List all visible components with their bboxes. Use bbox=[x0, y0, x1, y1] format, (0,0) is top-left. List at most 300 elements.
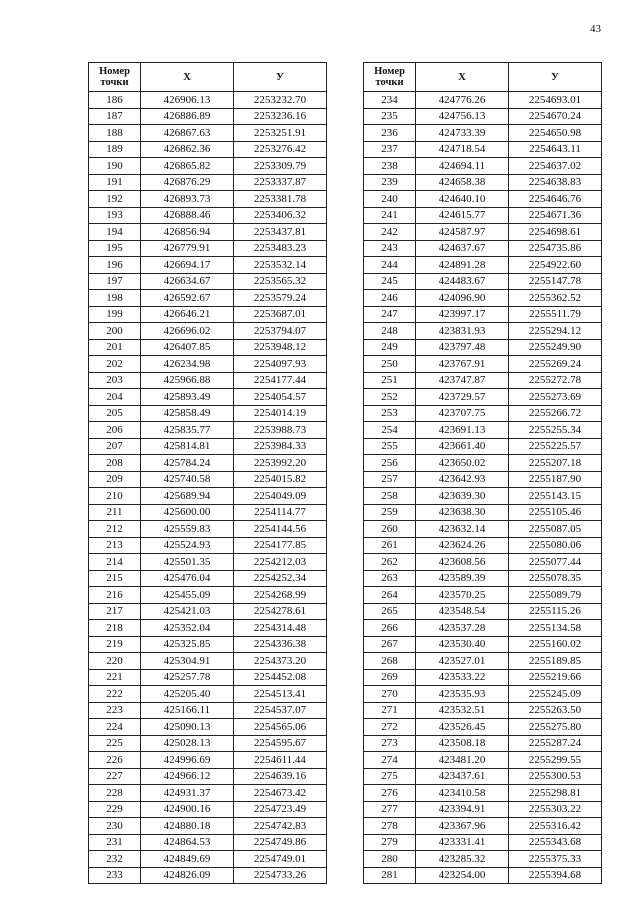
cell-y: 2254723.49 bbox=[234, 801, 327, 818]
table-row bbox=[364, 554, 602, 571]
cell-x: 424900.16 bbox=[141, 801, 234, 818]
cell-x: 423729.57 bbox=[416, 389, 509, 406]
cell-point-number: 241 bbox=[364, 207, 416, 224]
cell-point-number: 192 bbox=[89, 191, 141, 208]
cell-y: 2254639.16 bbox=[234, 768, 327, 785]
cell-x: 424718.54 bbox=[416, 141, 509, 158]
cell-y: 2255207.18 bbox=[509, 455, 602, 472]
table-row bbox=[364, 158, 602, 175]
table-row bbox=[364, 521, 602, 538]
table-row bbox=[364, 422, 602, 439]
coordinates-table-left bbox=[88, 62, 327, 884]
table-row bbox=[89, 851, 327, 868]
cell-point-number: 206 bbox=[89, 422, 141, 439]
cell-y: 2255077.44 bbox=[509, 554, 602, 571]
table-row bbox=[364, 603, 602, 620]
table-row bbox=[364, 323, 602, 340]
cell-y: 2254693.01 bbox=[509, 92, 602, 109]
cell-point-number: 239 bbox=[364, 174, 416, 191]
cell-x: 426888.46 bbox=[141, 207, 234, 224]
cell-x: 423367.96 bbox=[416, 818, 509, 835]
table-row bbox=[364, 141, 602, 158]
cell-point-number: 245 bbox=[364, 273, 416, 290]
table-row bbox=[364, 801, 602, 818]
cell-y: 2254611.44 bbox=[234, 752, 327, 769]
table-row bbox=[89, 636, 327, 653]
cell-point-number: 199 bbox=[89, 306, 141, 323]
table-row bbox=[89, 735, 327, 752]
cell-y: 2255298.81 bbox=[509, 785, 602, 802]
cell-y: 2253948.12 bbox=[234, 339, 327, 356]
table-row bbox=[89, 603, 327, 620]
cell-y: 2255266.72 bbox=[509, 405, 602, 422]
table-body-right bbox=[364, 92, 602, 884]
cell-x: 425740.58 bbox=[141, 471, 234, 488]
table-row bbox=[364, 834, 602, 851]
cell-point-number: 202 bbox=[89, 356, 141, 373]
cell-point-number: 223 bbox=[89, 702, 141, 719]
cell-y: 2255299.55 bbox=[509, 752, 602, 769]
table-row bbox=[89, 92, 327, 109]
table-row bbox=[364, 207, 602, 224]
cell-x: 423530.40 bbox=[416, 636, 509, 653]
cell-point-number: 236 bbox=[364, 125, 416, 142]
cell-y: 2254749.86 bbox=[234, 834, 327, 851]
cell-y: 2255263.50 bbox=[509, 702, 602, 719]
cell-point-number: 281 bbox=[364, 867, 416, 884]
cell-y: 2254177.44 bbox=[234, 372, 327, 389]
cell-y: 2255394.68 bbox=[509, 867, 602, 884]
cell-point-number: 187 bbox=[89, 108, 141, 125]
table-row bbox=[89, 702, 327, 719]
cell-x: 423285.32 bbox=[416, 851, 509, 868]
cell-y: 2255143.15 bbox=[509, 488, 602, 505]
cell-point-number: 231 bbox=[89, 834, 141, 851]
cell-x: 426592.67 bbox=[141, 290, 234, 307]
cell-x: 423589.39 bbox=[416, 570, 509, 587]
cell-y: 2254735.86 bbox=[509, 240, 602, 257]
table-row bbox=[89, 686, 327, 703]
cell-point-number: 233 bbox=[89, 867, 141, 884]
cell-x: 425858.49 bbox=[141, 405, 234, 422]
cell-y: 2253381.78 bbox=[234, 191, 327, 208]
cell-point-number: 186 bbox=[89, 92, 141, 109]
table-row bbox=[89, 125, 327, 142]
header-number-line2: точки bbox=[375, 77, 404, 88]
table-row bbox=[364, 372, 602, 389]
cell-x: 425304.91 bbox=[141, 653, 234, 670]
table-row bbox=[89, 438, 327, 455]
cell-y: 2253565.32 bbox=[234, 273, 327, 290]
table-row bbox=[89, 422, 327, 439]
cell-y: 2254336.38 bbox=[234, 636, 327, 653]
cell-x: 423767.91 bbox=[416, 356, 509, 373]
cell-y: 2255316.42 bbox=[509, 818, 602, 835]
cell-x: 424733.39 bbox=[416, 125, 509, 142]
table-row bbox=[89, 405, 327, 422]
cell-x: 424096.90 bbox=[416, 290, 509, 307]
cell-x: 423537.28 bbox=[416, 620, 509, 637]
cell-x: 423533.22 bbox=[416, 669, 509, 686]
cell-y: 2255294.12 bbox=[509, 323, 602, 340]
cell-point-number: 222 bbox=[89, 686, 141, 703]
header-y: У bbox=[234, 63, 327, 92]
cell-x: 423410.58 bbox=[416, 785, 509, 802]
cell-y: 2254373.20 bbox=[234, 653, 327, 670]
cell-y: 2255255.34 bbox=[509, 422, 602, 439]
cell-point-number: 261 bbox=[364, 537, 416, 554]
cell-x: 424640.10 bbox=[416, 191, 509, 208]
table-row bbox=[89, 306, 327, 323]
cell-point-number: 194 bbox=[89, 224, 141, 241]
cell-y: 2255245.09 bbox=[509, 686, 602, 703]
cell-point-number: 264 bbox=[364, 587, 416, 604]
table-row bbox=[89, 768, 327, 785]
cell-point-number: 250 bbox=[364, 356, 416, 373]
cell-x: 424880.18 bbox=[141, 818, 234, 835]
table-row bbox=[364, 636, 602, 653]
cell-x: 425476.04 bbox=[141, 570, 234, 587]
cell-x: 424849.69 bbox=[141, 851, 234, 868]
table-row bbox=[89, 455, 327, 472]
cell-y: 2254638.83 bbox=[509, 174, 602, 191]
table-row bbox=[364, 818, 602, 835]
cell-x: 423254.00 bbox=[416, 867, 509, 884]
cell-x: 423437.61 bbox=[416, 768, 509, 785]
cell-y: 2254278.61 bbox=[234, 603, 327, 620]
cell-y: 2254637.02 bbox=[509, 158, 602, 175]
cell-x: 426862.36 bbox=[141, 141, 234, 158]
cell-x: 424864.53 bbox=[141, 834, 234, 851]
cell-y: 2254268.99 bbox=[234, 587, 327, 604]
cell-x: 425028.13 bbox=[141, 735, 234, 752]
table-row bbox=[364, 240, 602, 257]
cell-point-number: 270 bbox=[364, 686, 416, 703]
table-row bbox=[364, 768, 602, 785]
cell-x: 425835.77 bbox=[141, 422, 234, 439]
cell-x: 426856.94 bbox=[141, 224, 234, 241]
cell-y: 2254314.48 bbox=[234, 620, 327, 637]
cell-y: 2255303.22 bbox=[509, 801, 602, 818]
cell-y: 2255105.46 bbox=[509, 504, 602, 521]
cell-x: 423638.30 bbox=[416, 504, 509, 521]
cell-x: 423527.01 bbox=[416, 653, 509, 670]
cell-x: 423707.75 bbox=[416, 405, 509, 422]
table-row bbox=[364, 488, 602, 505]
cell-y: 2253309.79 bbox=[234, 158, 327, 175]
table-header-row bbox=[364, 63, 602, 92]
cell-y: 2253236.16 bbox=[234, 108, 327, 125]
cell-x: 425784.24 bbox=[141, 455, 234, 472]
cell-x: 423632.14 bbox=[416, 521, 509, 538]
cell-point-number: 200 bbox=[89, 323, 141, 340]
table-row bbox=[89, 356, 327, 373]
cell-y: 2254144.56 bbox=[234, 521, 327, 538]
cell-x: 423481.20 bbox=[416, 752, 509, 769]
cell-x: 423747.87 bbox=[416, 372, 509, 389]
cell-x: 426634.67 bbox=[141, 273, 234, 290]
table-row bbox=[89, 504, 327, 521]
cell-x: 423639.30 bbox=[416, 488, 509, 505]
cell-x: 426886.89 bbox=[141, 108, 234, 125]
cell-y: 2255343.68 bbox=[509, 834, 602, 851]
table-row bbox=[364, 92, 602, 109]
cell-point-number: 249 bbox=[364, 339, 416, 356]
table-row bbox=[364, 752, 602, 769]
table-row bbox=[89, 372, 327, 389]
cell-y: 2254177.85 bbox=[234, 537, 327, 554]
table-row bbox=[364, 867, 602, 884]
cell-x: 426876.29 bbox=[141, 174, 234, 191]
cell-x: 423535.93 bbox=[416, 686, 509, 703]
cell-y: 2253337.87 bbox=[234, 174, 327, 191]
cell-point-number: 219 bbox=[89, 636, 141, 653]
cell-x: 424891.28 bbox=[416, 257, 509, 274]
cell-point-number: 251 bbox=[364, 372, 416, 389]
cell-x: 423797.48 bbox=[416, 339, 509, 356]
cell-x: 424694.11 bbox=[416, 158, 509, 175]
cell-point-number: 260 bbox=[364, 521, 416, 538]
table-row bbox=[89, 323, 327, 340]
table-row bbox=[364, 389, 602, 406]
table-row bbox=[364, 257, 602, 274]
cell-y: 2255300.53 bbox=[509, 768, 602, 785]
cell-point-number: 256 bbox=[364, 455, 416, 472]
cell-x: 425524.93 bbox=[141, 537, 234, 554]
cell-y: 2255249.90 bbox=[509, 339, 602, 356]
header-point-number bbox=[89, 63, 141, 92]
cell-point-number: 218 bbox=[89, 620, 141, 637]
cell-y: 2253984.33 bbox=[234, 438, 327, 455]
table-row bbox=[364, 455, 602, 472]
cell-point-number: 188 bbox=[89, 125, 141, 142]
cell-point-number: 220 bbox=[89, 653, 141, 670]
table-row bbox=[364, 504, 602, 521]
cell-x: 424931.37 bbox=[141, 785, 234, 802]
table-row bbox=[89, 801, 327, 818]
cell-y: 2255375.33 bbox=[509, 851, 602, 868]
cell-point-number: 240 bbox=[364, 191, 416, 208]
cell-x: 426779.91 bbox=[141, 240, 234, 257]
cell-point-number: 277 bbox=[364, 801, 416, 818]
cell-point-number: 253 bbox=[364, 405, 416, 422]
table-row bbox=[364, 174, 602, 191]
cell-point-number: 211 bbox=[89, 504, 141, 521]
cell-point-number: 197 bbox=[89, 273, 141, 290]
cell-y: 2254742.83 bbox=[234, 818, 327, 835]
cell-y: 2255160.02 bbox=[509, 636, 602, 653]
cell-y: 2254114.77 bbox=[234, 504, 327, 521]
table-row bbox=[89, 818, 327, 835]
cell-y: 2255219.66 bbox=[509, 669, 602, 686]
cell-y: 2254252.34 bbox=[234, 570, 327, 587]
cell-point-number: 207 bbox=[89, 438, 141, 455]
table-row bbox=[89, 537, 327, 554]
cell-point-number: 191 bbox=[89, 174, 141, 191]
cell-point-number: 203 bbox=[89, 372, 141, 389]
cell-point-number: 280 bbox=[364, 851, 416, 868]
cell-x: 425814.81 bbox=[141, 438, 234, 455]
cell-y: 2253276.42 bbox=[234, 141, 327, 158]
cell-point-number: 246 bbox=[364, 290, 416, 307]
table-row bbox=[364, 620, 602, 637]
cell-x: 425455.09 bbox=[141, 587, 234, 604]
cell-x: 425501.35 bbox=[141, 554, 234, 571]
cell-point-number: 244 bbox=[364, 257, 416, 274]
table-row bbox=[89, 488, 327, 505]
cell-point-number: 263 bbox=[364, 570, 416, 587]
cell-point-number: 190 bbox=[89, 158, 141, 175]
table-row bbox=[89, 719, 327, 736]
cell-x: 425352.04 bbox=[141, 620, 234, 637]
cell-x: 426694.17 bbox=[141, 257, 234, 274]
header-y: У bbox=[509, 63, 602, 92]
cell-point-number: 198 bbox=[89, 290, 141, 307]
table-row bbox=[89, 108, 327, 125]
cell-point-number: 247 bbox=[364, 306, 416, 323]
cell-x: 425966.88 bbox=[141, 372, 234, 389]
table-row bbox=[364, 735, 602, 752]
cell-y: 2254015.82 bbox=[234, 471, 327, 488]
table-row bbox=[89, 620, 327, 637]
cell-y: 2253579.24 bbox=[234, 290, 327, 307]
cell-x: 426234.98 bbox=[141, 356, 234, 373]
cell-y: 2255269.24 bbox=[509, 356, 602, 373]
cell-point-number: 212 bbox=[89, 521, 141, 538]
table-row bbox=[364, 653, 602, 670]
cell-point-number: 235 bbox=[364, 108, 416, 125]
cell-point-number: 268 bbox=[364, 653, 416, 670]
cell-y: 2254671.36 bbox=[509, 207, 602, 224]
cell-x: 426865.82 bbox=[141, 158, 234, 175]
cell-point-number: 230 bbox=[89, 818, 141, 835]
header-x: X bbox=[141, 63, 234, 92]
cell-x: 426407.85 bbox=[141, 339, 234, 356]
cell-y: 2255089.79 bbox=[509, 587, 602, 604]
cell-point-number: 215 bbox=[89, 570, 141, 587]
cell-x: 424826.09 bbox=[141, 867, 234, 884]
cell-point-number: 269 bbox=[364, 669, 416, 686]
cell-point-number: 221 bbox=[89, 669, 141, 686]
cell-point-number: 226 bbox=[89, 752, 141, 769]
cell-x: 423650.02 bbox=[416, 455, 509, 472]
cell-x: 423642.93 bbox=[416, 471, 509, 488]
table-row bbox=[89, 257, 327, 274]
cell-point-number: 189 bbox=[89, 141, 141, 158]
cell-x: 424587.97 bbox=[416, 224, 509, 241]
cell-point-number: 278 bbox=[364, 818, 416, 835]
cell-y: 2255080.06 bbox=[509, 537, 602, 554]
table-row bbox=[89, 834, 327, 851]
cell-y: 2254513.41 bbox=[234, 686, 327, 703]
table-row bbox=[364, 438, 602, 455]
table-row bbox=[364, 471, 602, 488]
table-row bbox=[364, 108, 602, 125]
cell-x: 424483.67 bbox=[416, 273, 509, 290]
cell-point-number: 243 bbox=[364, 240, 416, 257]
cell-point-number: 255 bbox=[364, 438, 416, 455]
cell-y: 2254452.08 bbox=[234, 669, 327, 686]
table-row bbox=[364, 125, 602, 142]
cell-point-number: 225 bbox=[89, 735, 141, 752]
cell-y: 2253483.23 bbox=[234, 240, 327, 257]
table-row bbox=[364, 669, 602, 686]
cell-x: 423624.26 bbox=[416, 537, 509, 554]
cell-point-number: 210 bbox=[89, 488, 141, 505]
cell-point-number: 232 bbox=[89, 851, 141, 868]
cell-x: 425893.49 bbox=[141, 389, 234, 406]
cell-point-number: 265 bbox=[364, 603, 416, 620]
cell-point-number: 228 bbox=[89, 785, 141, 802]
cell-y: 2255134.58 bbox=[509, 620, 602, 637]
table-body-left bbox=[89, 92, 327, 884]
header-point-number bbox=[364, 63, 416, 92]
cell-y: 2255087.05 bbox=[509, 521, 602, 538]
cell-point-number: 201 bbox=[89, 339, 141, 356]
cell-point-number: 252 bbox=[364, 389, 416, 406]
cell-point-number: 258 bbox=[364, 488, 416, 505]
table-row bbox=[89, 471, 327, 488]
cell-y: 2255147.78 bbox=[509, 273, 602, 290]
cell-point-number: 208 bbox=[89, 455, 141, 472]
cell-y: 2255273.69 bbox=[509, 389, 602, 406]
cell-point-number: 227 bbox=[89, 768, 141, 785]
cell-y: 2255225.57 bbox=[509, 438, 602, 455]
table-row bbox=[364, 785, 602, 802]
cell-y: 2253232.70 bbox=[234, 92, 327, 109]
cell-y: 2254673.42 bbox=[234, 785, 327, 802]
cell-x: 425325.85 bbox=[141, 636, 234, 653]
cell-y: 2253687.01 bbox=[234, 306, 327, 323]
cell-y: 2254049.09 bbox=[234, 488, 327, 505]
cell-point-number: 234 bbox=[364, 92, 416, 109]
cell-y: 2254922.60 bbox=[509, 257, 602, 274]
cell-point-number: 217 bbox=[89, 603, 141, 620]
cell-point-number: 209 bbox=[89, 471, 141, 488]
cell-y: 2254670.24 bbox=[509, 108, 602, 125]
cell-x: 425559.83 bbox=[141, 521, 234, 538]
table-row bbox=[89, 224, 327, 241]
cell-y: 2253437.81 bbox=[234, 224, 327, 241]
cell-x: 424637.67 bbox=[416, 240, 509, 257]
header-number-line2: точки bbox=[100, 77, 129, 88]
table-row bbox=[364, 405, 602, 422]
cell-y: 2254097.93 bbox=[234, 356, 327, 373]
cell-x: 423997.17 bbox=[416, 306, 509, 323]
cell-x: 424658.38 bbox=[416, 174, 509, 191]
cell-point-number: 266 bbox=[364, 620, 416, 637]
cell-point-number: 274 bbox=[364, 752, 416, 769]
table-row bbox=[364, 702, 602, 719]
table-row bbox=[364, 851, 602, 868]
header-x: X bbox=[416, 63, 509, 92]
cell-x: 423570.25 bbox=[416, 587, 509, 604]
table-row bbox=[364, 719, 602, 736]
cell-point-number: 262 bbox=[364, 554, 416, 571]
table-row bbox=[364, 306, 602, 323]
cell-y: 2253406.32 bbox=[234, 207, 327, 224]
cell-point-number: 216 bbox=[89, 587, 141, 604]
cell-point-number: 224 bbox=[89, 719, 141, 736]
cell-y: 2254698.61 bbox=[509, 224, 602, 241]
cell-y: 2253992.20 bbox=[234, 455, 327, 472]
cell-point-number: 254 bbox=[364, 422, 416, 439]
cell-x: 423508.18 bbox=[416, 735, 509, 752]
cell-x: 423691.13 bbox=[416, 422, 509, 439]
cell-y: 2254014.19 bbox=[234, 405, 327, 422]
table-row bbox=[89, 174, 327, 191]
cell-y: 2254650.98 bbox=[509, 125, 602, 142]
